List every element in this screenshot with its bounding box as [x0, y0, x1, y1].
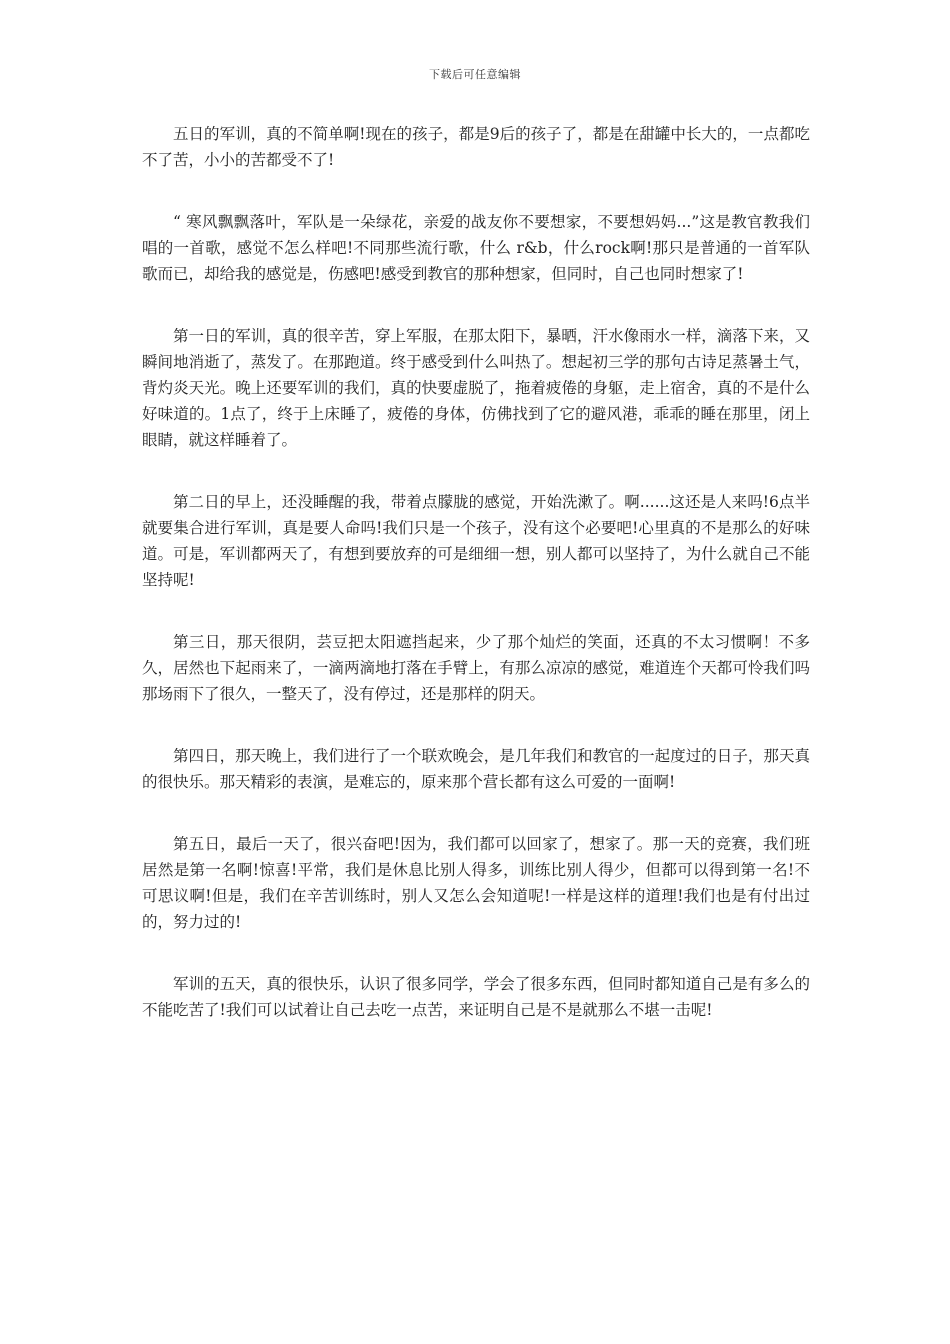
paragraph-7: 第五日，最后一天了，很兴奋吧!因为，我们都可以回家了，想家了。那一天的竞赛，我们班居然是第一名啊!惊喜!平常，我们是休息比别人得多，训练比别人得少，但都可以得到第一名!不可思议啊!但是，我们在辛苦训练时，别人又怎么会知道呢!一样是这样的道理!我们也是有付出过的，努力过的!: [142, 835, 810, 931]
paragraph-8: 军训的五天，真的很快乐，认识了很多同学，学会了很多东西，但同时都知道自己是有多么的不能吃苦了!我们可以试着让自己去吃一点苦，来证明自己是不是就那么不堪一击呢!: [142, 975, 810, 1019]
document-body: [142, 121, 810, 1059]
paragraph-6: 第四日，那天晚上，我们进行了一个联欢晚会，是几年我们和教官的一起度过的日子，那天真的很快乐。那天精彩的表演，是难忘的，原来那个营长都有这么可爱的一面啊!: [142, 747, 810, 791]
paragraph-5: 第三日，那天很阴，芸豆把太阳遮挡起来，少了那个灿烂的笑面，还真的不太习惯啊！不多久，居然也下起雨来了，一滴两滴地打落在手臂上，有那么凉凉的感觉，难道连个天都可怜我们吗那场雨下了很久，一整天了，没有停过，还是那样的阴天。: [142, 633, 810, 703]
paragraph-1: 五日的军训，真的不简单啊!现在的孩子，都是9后的孩子了，都是在甜罐中长大的，一点都吃不了苦，小小的苦都受不了!: [142, 125, 810, 169]
paragraph-4: 第二日的早上，还没睡醒的我，带着点朦胧的感觉，开始洗漱了。啊......这还是人来吗!6点半就要集合进行军训，真是要人命吗!我们只是一个孩子，没有这个必要吧!心里真的不是那么的好味道。可是，军训都两天了，有想到要放弃的可是细细一想，别人都可以坚持了，为什么就自己不能坚持呢!: [142, 493, 810, 589]
paragraph-3: 第一日的军训，真的很辛苦，穿上军服，在那太阳下，暴晒，汗水像雨水一样，滴落下来，又瞬间地消逝了，蒸发了。在那跑道。终于感受到什么叫热了。想起初三学的那句古诗足蒸暑土气，背灼炎天光。晚上还要军训的我们，真的快要虚脱了，拖着疲倦的身躯，走上宿舍，真的不是什么好味道的。1点了，终于上床睡了，疲倦的身体，仿佛找到了它的避风港，乖乖的睡在那里，闭上眼睛，就这样睡着了。: [142, 327, 810, 449]
page-header: 下载后可任意编辑: [429, 68, 521, 81]
paragraph-2: “ 寒风飘飘落叶，军队是一朵绿花，亲爱的战友你不要想家，不要想妈妈...”这是教官教我们唱的一首歌，感觉不怎么样吧!不同那些流行歌，什么 r&b，什么rock啊!那只是普通的一首军队歌而已，却给我的感觉是，伤感吧!感受到教官的那种想家，但同时，自己也同时想家了!: [142, 213, 810, 283]
